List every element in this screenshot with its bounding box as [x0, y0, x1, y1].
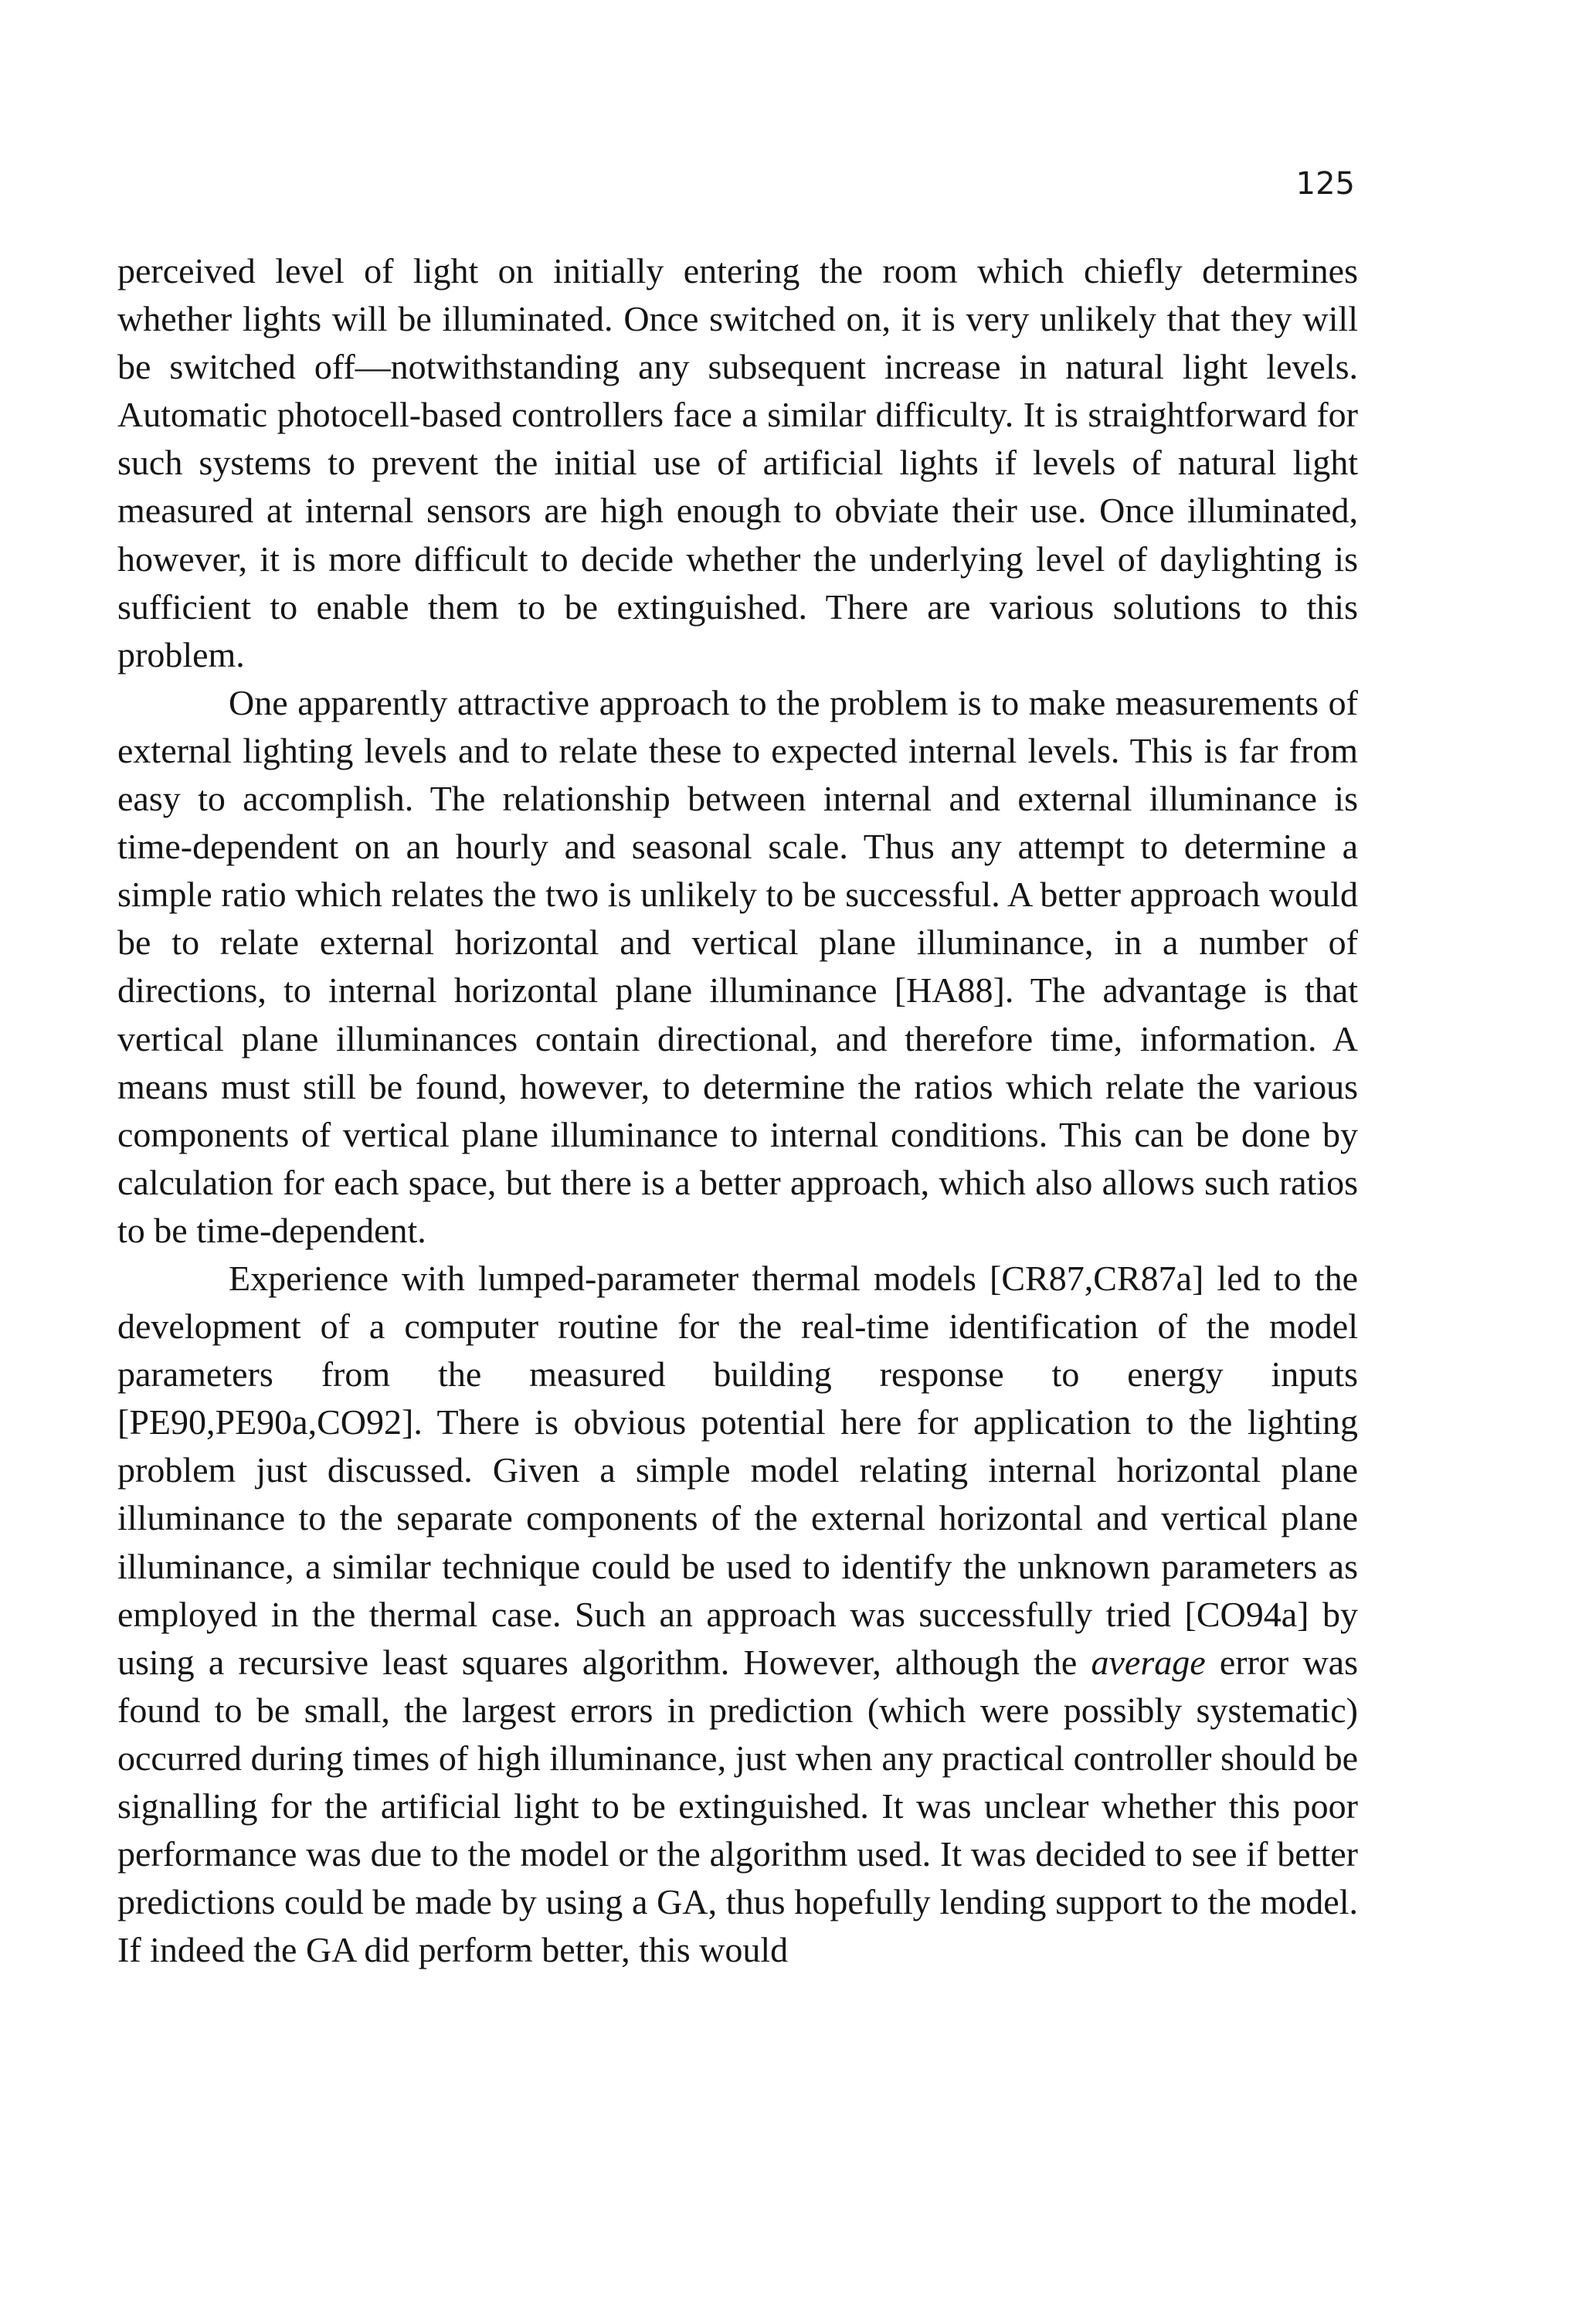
paragraph-2: One apparently attractive approach to the problem is to make measurements of external lighting levels and to relate these to expected internal levels. This is far from easy to accomplish. The relationship between internal and external illuminance is time-dependent on an hourly and seasonal scale. Thus any attempt to determine a simple ratio which relates the two is unlikely to be successful. A better approach would be to relate external horizontal and vertical plane illuminance, in a number of directions, to internal horizontal plane illuminance [HA88]. The advantage is that vertical plane illuminances contain directional, and therefore time, information. A means must still be found, however, to determine the ratios which relate the various components of vertical plane illuminance to internal conditions. This can be done by calculation for each space, but there is a better approach, which also allows such ratios to be time-dependent.	[117, 682, 1358, 1250]
paragraph-3	[117, 1255, 1358, 1974]
paragraph-3-text-end: error was found to be small, the largest errors in prediction (which were possibly systematic) occurred during times of high illuminance, just when any practical controller should be signalling for the artificial light to be extinguished. It was unclear whether this poor performance was due to the model or the algorithm used. It was decided to see if better predictions could be made by using a GA, thus hopefully lending support to the model. If indeed the GA did perform better, this would	[117, 1642, 1358, 1970]
body-text	[117, 247, 1358, 1974]
paragraph-3-text-start: Experience with lumped-parameter thermal models [CR87,CR87a] led to the development of a computer routine for the real-time identification of the model parameters from the measured building response to energy inputs [PE90,PE90a,CO92]. There is obvious potential here for application to the lighting problem just discussed. Given a simple model relating internal horizontal plane illuminance to the separate components of the external horizontal and vertical plane illuminance, a similar technique could be used to identify the unknown parameters as employed in the thermal case. Such an approach was successfully tried [CO94a] by using a recursive least squares algorithm. However, although the	[117, 1258, 1358, 1682]
page-number: 125	[1295, 166, 1355, 202]
emphasized-word-average: average	[1091, 1642, 1206, 1682]
paragraph-1: perceived level of light on initially entering the room which chiefly determines whether lights will be illuminated. Once switched on, it is very unlikely that they will be switched off—notwithstanding any subsequent increase in natural light levels. Automatic photocell-based controllers face a similar difficulty. It is straightforward for such systems to prevent the initial use of artificial lights if levels of natural light measured at internal sensors are high enough to obviate their use. Once illuminated, however, it is more difficult to decide whether the underlying level of daylighting is sufficient to enable them to be extinguished. There are various solutions to this problem.	[117, 251, 1358, 674]
